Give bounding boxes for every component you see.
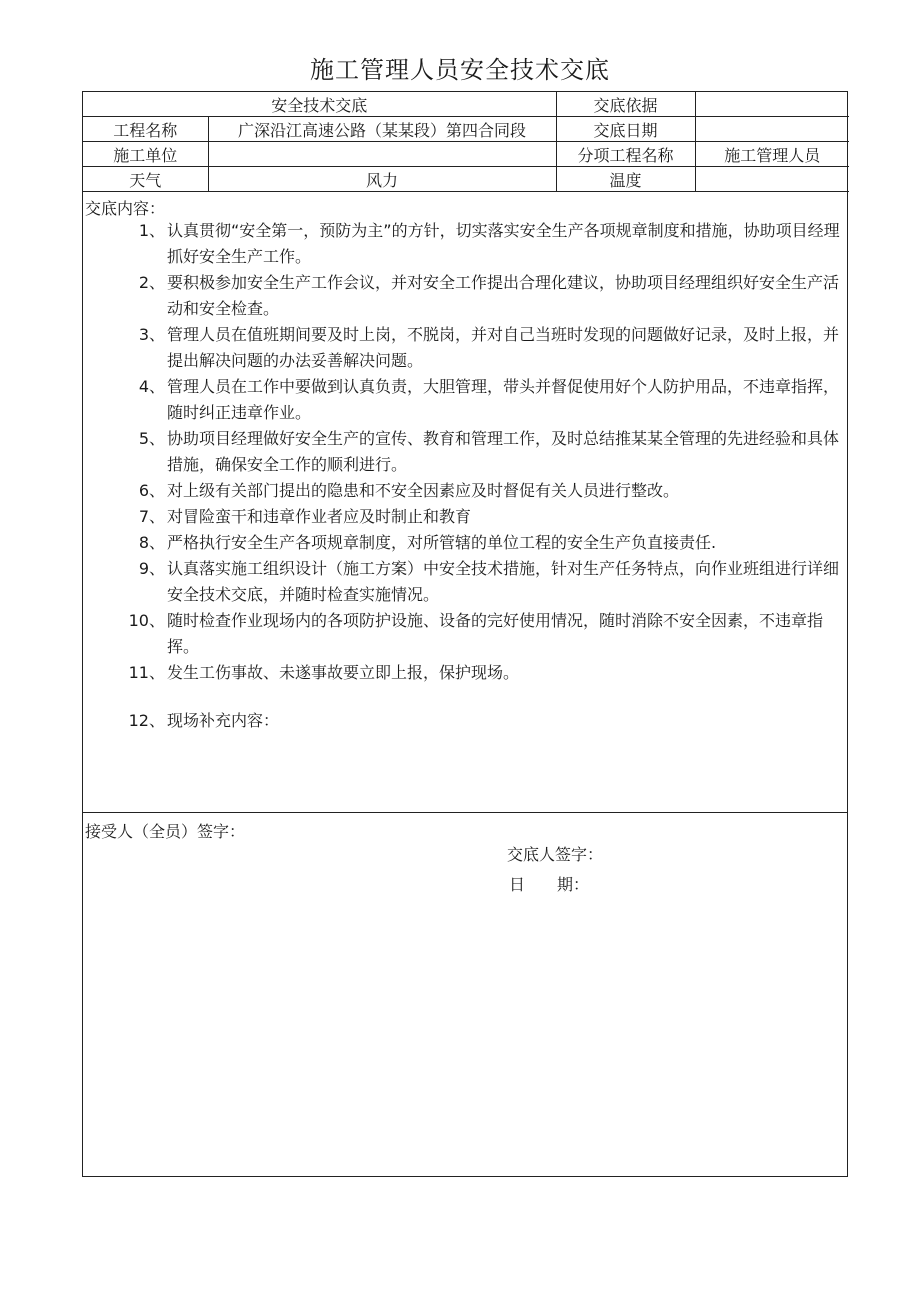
- basis-label-cell: 交底依据: [556, 92, 695, 117]
- item-list: [83, 218, 849, 734]
- header-row-4: [83, 167, 849, 192]
- header-row-1: [83, 92, 849, 117]
- item-text: 严格执行安全生产各项规章制度，对所管辖的单位工程的安全生产负直接责任.: [167, 533, 717, 552]
- item-text: 认真落实施工组织设计（施工方案）中安全技术措施，针对生产任务特点，向作业班组进行详细安全技术交底，并随时检查实施情况。: [167, 559, 840, 604]
- receiver-signature-area[interactable]: [83, 813, 847, 848]
- section-heading-cell: 安全技术交底: [83, 92, 556, 117]
- disclosure-form: [82, 91, 848, 1177]
- list-item: [83, 608, 849, 660]
- item-number: 8、: [138, 533, 165, 552]
- sub-project-label: 分项工程名称: [556, 142, 695, 167]
- item-number: 10、: [128, 611, 165, 630]
- wind-label: 风力: [208, 167, 556, 192]
- item-text: 发生工伤事故、未遂事故要立即上报，保护现场。: [167, 663, 520, 682]
- signer-label: 交底人签字：: [507, 845, 604, 864]
- signature-block: [507, 840, 603, 900]
- item-text: 对冒险蛮干和违章作业者应及时制止和教育: [167, 507, 472, 526]
- item-number: 9、: [138, 559, 165, 578]
- construction-unit-value[interactable]: [208, 142, 556, 167]
- item-text: 随时检查作业现场内的各项防护设施、设备的完好使用情况，随时消除不安全因素，不违章指挥。: [167, 611, 824, 656]
- list-item: [83, 530, 849, 556]
- date-value-cell[interactable]: [695, 117, 849, 142]
- item-text: 管理人员在值班期间要及时上岗，不脱岗，并对自己当班时发现的问题做好记录，及时上报，并提出解决问题的办法妥善解决问题。: [167, 325, 840, 370]
- temperature-value[interactable]: [695, 167, 849, 192]
- item-text: 认真贯彻“安全第一，预防为主”的方针，切实落实安全生产各项规章制度和措施，协助项目经理抓好安全生产工作。: [167, 221, 840, 266]
- sign-date-label: 日 期：: [509, 875, 590, 894]
- list-item: [83, 374, 849, 426]
- project-name-value[interactable]: 广深沿江高速公路（某某段）第四合同段: [208, 117, 556, 142]
- document-title: 施工管理人员安全技术交底: [310, 56, 610, 84]
- list-item: [83, 270, 849, 322]
- item-number: 4、: [138, 377, 165, 396]
- temperature-label: 温度: [556, 167, 695, 192]
- sub-project-value[interactable]: 施工管理人员: [695, 142, 849, 167]
- list-item: [83, 478, 849, 504]
- list-item: [83, 660, 849, 686]
- basis-value-cell[interactable]: [695, 92, 849, 117]
- header-table: [83, 92, 849, 192]
- list-item: [83, 426, 849, 478]
- item-text: 对上级有关部门提出的隐患和不安全因素应及时督促有关人员进行整改。: [167, 481, 680, 500]
- receiver-label: 接受人（全员）签字：: [85, 822, 246, 841]
- item-number: 3、: [138, 325, 165, 344]
- list-item: [83, 504, 849, 530]
- header-row-3: [83, 142, 849, 167]
- list-item: [83, 218, 849, 270]
- item-number: 12、: [128, 711, 165, 730]
- date-label-cell: 交底日期: [556, 117, 695, 142]
- item-number: 11、: [128, 663, 165, 682]
- header-row-2: [83, 117, 849, 142]
- item-number: 6、: [138, 481, 165, 500]
- supplement-label: 现场补充内容：: [167, 711, 280, 730]
- item-number: 1、: [138, 221, 165, 240]
- construction-unit-label: 施工单位: [83, 142, 208, 167]
- item-number: 7、: [138, 507, 165, 526]
- item-number: 5、: [138, 429, 165, 448]
- item-text: 协助项目经理做好安全生产的宣传、教育和管理工作，及时总结推某某全管理的先进经验和具体措施，确保安全工作的顺利进行。: [167, 429, 840, 474]
- content-label: 交底内容：: [85, 199, 166, 218]
- list-item: [83, 556, 849, 608]
- item-text: 要积极参加安全生产工作会议，并对安全工作提出合理化建议，协助项目经理组织好安全生产活动和安全检查。: [167, 273, 840, 318]
- item-number: 2、: [138, 273, 165, 292]
- weather-label: 天气: [83, 167, 208, 192]
- item-text: 管理人员在工作中要做到认真负责，大胆管理，带头并督促使用好个人防护用品，不违章指挥，随时纠正违章作业。: [167, 377, 840, 422]
- project-name-label: 工程名称: [83, 117, 208, 142]
- list-item: [83, 322, 849, 374]
- supplement-item: [83, 708, 849, 734]
